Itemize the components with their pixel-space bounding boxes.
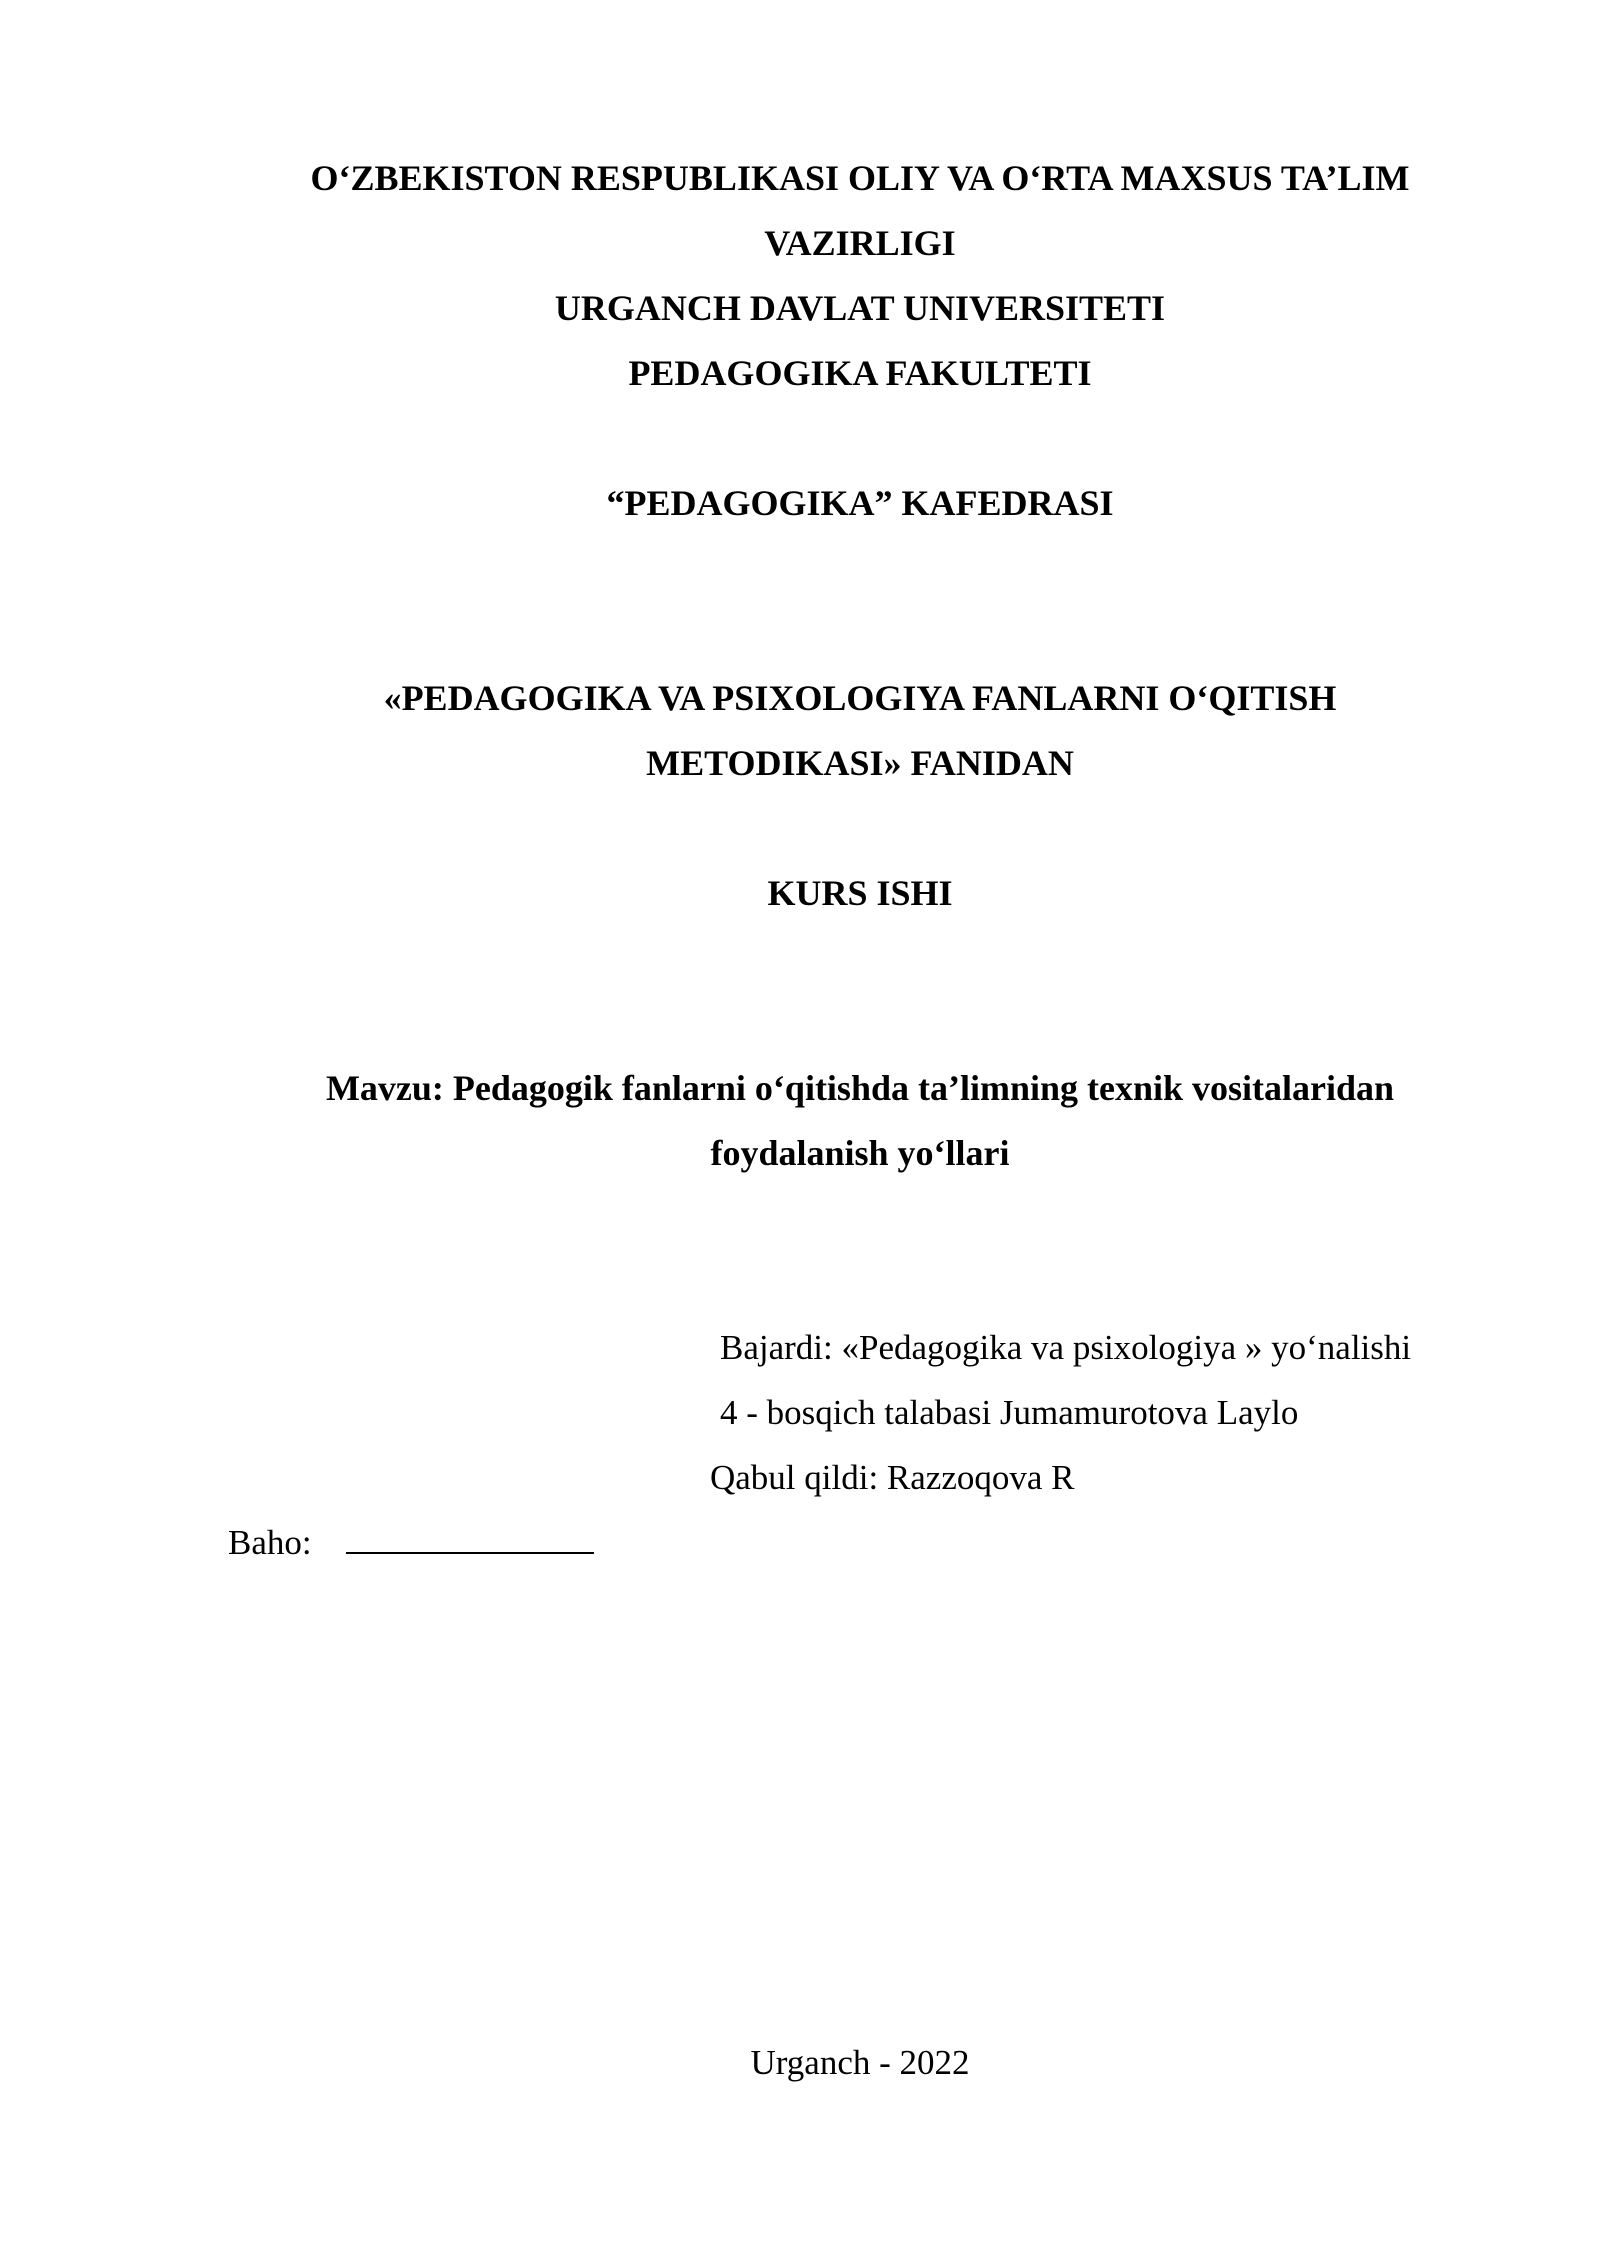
city-year: Urganch - 2022 — [750, 2043, 970, 2082]
student-info: 4 - bosqich talabasi Jumamurotova Laylo — [720, 1393, 1299, 1432]
university-name: URGANCH DAVLAT UNIVERSITETI — [554, 288, 1166, 328]
grade-row — [228, 1525, 594, 1560]
ministry-title-line2: VAZIRLIGI — [764, 223, 956, 263]
subject-line1: «PEDAGOGIKA VA PSIXOLOGIYA FANLARNI O‘QITISH — [383, 678, 1337, 718]
work-type: KURS ISHI — [767, 873, 953, 913]
grade-blank-line — [346, 1526, 594, 1554]
faculty-name: PEDAGOGIKA FAKULTETI — [628, 353, 1092, 393]
ministry-title-line1: O‘ZBEKISTON RESPUBLIKASI OLIY VA O‘RTA MAXSUS TA’LIM — [310, 158, 1410, 198]
accepted-by: Qabul qildi: Razzoqova R — [710, 1458, 1075, 1497]
topic-line1: Mavzu: Pedagogik fanlarni o‘qitishda ta’limning texnik vositalaridan — [325, 1068, 1395, 1108]
subject-line2: METODIKASI» FANIDAN — [646, 743, 1074, 783]
grade-label: Baho: — [228, 1523, 312, 1562]
topic-line2: foydalanish yo‘llari — [710, 1133, 1010, 1173]
department-name: “PEDAGOGIKA” KAFEDRASI — [606, 483, 1114, 523]
performed-by: Bajardi: «Pedagogika va psixologiya » yo‘nalishi — [720, 1328, 1412, 1367]
